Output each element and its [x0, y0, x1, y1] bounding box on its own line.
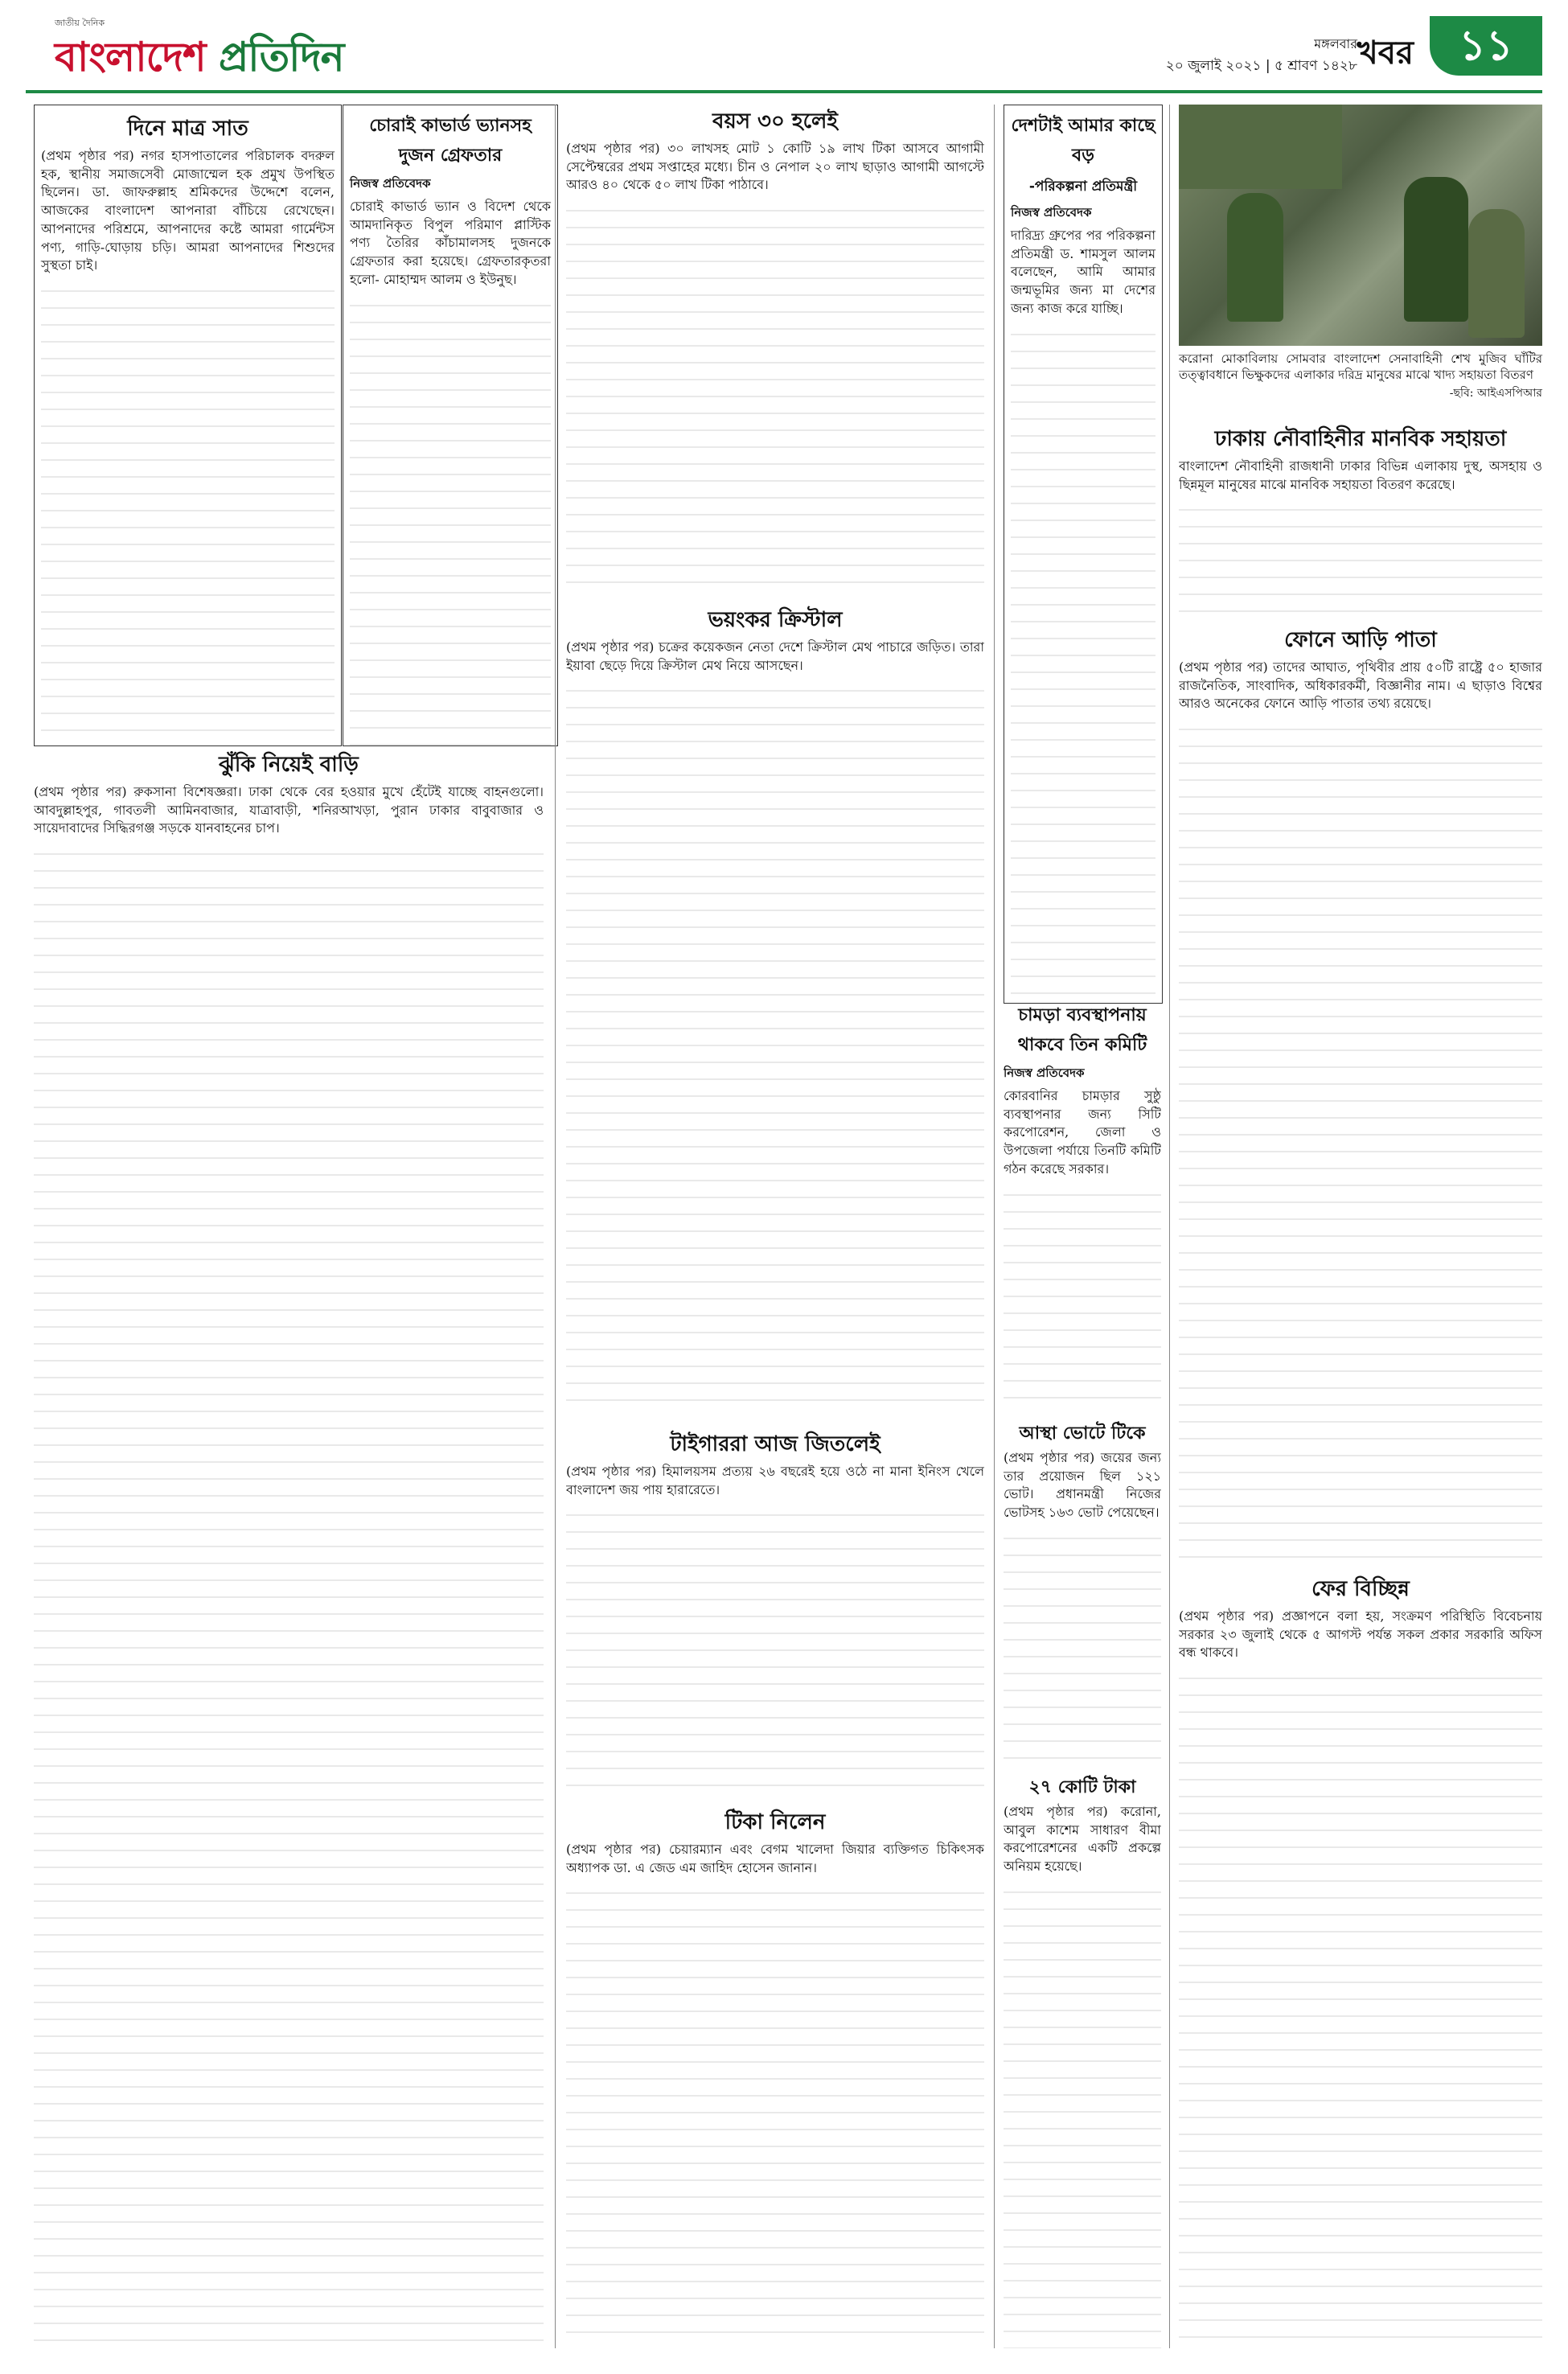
- article-boyos: [566, 105, 984, 595]
- article-headline: টিকা নিলেন: [724, 1810, 826, 1834]
- article-koti: [1004, 1773, 1161, 2348]
- photo-person-shape: [1468, 209, 1525, 338]
- article-nou: [1179, 422, 1542, 615]
- article-text-lines: [1179, 1662, 1542, 2348]
- article-headline: ঢাকায় নৌবাহিনীর মানবিক সহায়তা: [1214, 427, 1507, 451]
- article-body: (প্রথম পৃষ্ঠার পর) জয়ের জন্য তার প্রয়োজন ছিল ১২১ ভোট। প্রধানমন্ত্রী নিজের ভোটসহ ১৬৩ ভোট পেয়েছেন।: [1004, 1450, 1161, 1521]
- masthead-tagline: জাতীয় দৈনিক: [55, 18, 105, 28]
- dateline: [1166, 34, 1357, 78]
- masthead: [26, 10, 1542, 88]
- article-deshtai: [1004, 105, 1163, 1004]
- article-body: বাংলাদেশ নৌবাহিনী রাজধানী ঢাকার বিভিন্ন এলাকায় দুস্থ, অসহায় ও ছিন্নমূল মানুষের মাঝে মানবিক সহায়তা বিতরণ করেছে।: [1179, 458, 1542, 492]
- logo-part1: বাংলাদেশ: [55, 34, 219, 80]
- article-tika: [566, 1805, 984, 2348]
- article-headline: ফোনে আড়ি পাতা: [1284, 628, 1437, 652]
- article-text-lines: [566, 1499, 984, 1797]
- photo-person-shape: [1227, 193, 1283, 322]
- article-text-lines: [350, 290, 551, 746]
- article-tigers: [566, 1427, 984, 1797]
- article-phone: [1179, 623, 1542, 1564]
- article-text-lines: [1179, 494, 1542, 615]
- article-headline: ভয়ংকর ক্রিস্টাল: [708, 608, 843, 632]
- article-text-lines: [1004, 1876, 1161, 2348]
- article-headline: আস্থা ভোটে টিকে: [1019, 1423, 1146, 1444]
- logo-part2: প্রতিদিন: [218, 34, 344, 80]
- article-chorai: [343, 105, 558, 746]
- article-text-lines: [566, 675, 984, 1415]
- article-text-lines: [1179, 713, 1542, 1564]
- article-body: কোরবানির চামড়ার সুষ্ঠু ব্যবস্থাপনার জন্য সিটি করপোরেশন, জেলা ও উপজেলা পর্যায়ে তিনটি কমিটি গঠন করেছে সরকার।: [1004, 1088, 1161, 1177]
- article-byline: নিজস্ব প্রতিবেদক: [350, 176, 431, 191]
- article-body: (প্রথম পৃষ্ঠার পর) চেয়ারম্যান এবং বেগম খালেদা জিয়ার ব্যক্তিগত চিকিৎসক অধ্যাপক ডা. এ জেড এম জাহিদ হোসেন জানান।: [566, 1842, 984, 1875]
- article-body: (প্রথম পৃষ্ঠার পর) করোনা, আবুল কাশেম সাধারণ বীমা করপোরেশনের একটি প্রকল্পে অনিয়ম হয়েছে।: [1004, 1804, 1161, 1875]
- article-text-lines: [34, 838, 544, 2348]
- article-body: (প্রথম পৃষ্ঠার পর) রুকসানা বিশেষজ্ঞরা। ঢাকা থেকে বের হওয়ার মুখে হেঁটেই যাচ্ছে বাহনগুলো। আবদুল্লাহপুর, গাবতলী আমিনবাজার, যাত্রাবাড়ী, শনিরআখড়া, পুরান ঢাকার বাবুবাজার ও সায়েদাবাদের সিদ্ধিরগঞ্জ সড়কে যানবাহনের চাপ।: [34, 784, 544, 836]
- article-headline: টাইগাররা আজ জিতলেই: [670, 1432, 880, 1456]
- article-body: (প্রথম পৃষ্ঠার পর) ৩০ লাখসহ মোট ১ কোটি ১৯ লাখ টিকা আসবে আগামী সেপ্টেম্বরের প্রথম সপ্তাহের মধ্যে। চীন ও নেপাল ২০ লাখ ছাড়াও আগামী আগস্টে আরও ৪০ থেকে ৫০ লাখ টিকা পাঠাবে।: [566, 141, 984, 193]
- section-name: খবর: [1357, 35, 1414, 72]
- article-crystal: [566, 603, 984, 1415]
- article-astha: [1004, 1419, 1161, 1765]
- article-byline: নিজস্ব প্রতিবেদক: [1011, 205, 1092, 220]
- article-subhead: -পরিকল্পনা প্রতিমন্ত্রী: [1028, 179, 1138, 195]
- photo-caption: করোনা মোকাবিলায় সোমবার বাংলাদেশ সেনাবাহিনী শেখ মুজিব ঘাঁটির তত্ত্বাবধানে ভিক্ষুকদের এলাকার দরিদ্র মানুষের মাঝে খাদ্য সহায়তা বিতরণ: [1179, 351, 1542, 383]
- photo-credit: -ছবি: আইএসপিআর: [1449, 386, 1542, 400]
- article-headline: চোরাই কাভার্ড ভ্যানসহ দুজন গ্রেফতার: [369, 116, 532, 166]
- article-headline: দিনে মাত্র সাত: [127, 117, 248, 141]
- column-rule: [1169, 105, 1170, 2348]
- article-fer: [1179, 1572, 1542, 2348]
- article-headline: বয়স ৩০ হলেই: [712, 109, 838, 133]
- article-text-lines: [41, 275, 335, 746]
- article-headline: ঝুঁকি নিয়েই বাড়ি: [219, 753, 359, 777]
- article-body: (প্রথম পৃষ্ঠার পর) হিমালয়সম প্রত্যয় ২৬ বছরেই হয়ে ওঠে না মানা ইনিংস খেলে বাংলাদেশ জয় পায় হারারেতে।: [566, 1464, 984, 1497]
- article-sat-din: [34, 105, 342, 746]
- column-rule: [994, 105, 995, 2348]
- photo-caption-block: [1179, 351, 1542, 403]
- article-body: দারিদ্র্য গ্রুপের পর পরিকল্পনা প্রতিমন্ত্রী ড. শামসুল আলম বলেছেন, আমি আমার জন্মভূমির জন্য মা দেশের জন্য কাজ করে যাচ্ছি।: [1011, 228, 1155, 316]
- article-text-lines: [1004, 1522, 1161, 1765]
- news-photo: [1179, 105, 1542, 346]
- article-body: (প্রথম পৃষ্ঠার পর) নগর হাসপাতালের পরিচালক বদরুল হক, স্থানীয় সমাজসেবী মোজাম্মেল হক প্রমুখ উপস্থিত ছিলেন। ডা. জাফরুল্লাহ শ্রমিকদের উদ্দেশে বলেন, আজকের বাংলাদেশ আপনারা বাঁচিয়ে রেখেছেন। আপনাদের পরিশ্রমে, আপনাদের কষ্টে আমরা গার্মেন্টস পণ্য, গাড়ি-ঘোড়ায় চড়ি। আমরা আপনাদের শিশুদের সুস্থতা চাই।: [41, 148, 335, 273]
- article-text-lines: [566, 195, 984, 595]
- article-body: চোরাই কাভার্ড ভ্যান ও বিদেশ থেকে আমদানিকৃত বিপুল পরিমাণ প্লাস্টিক পণ্য তৈরির কাঁচামালসহ দুজনকে গ্রেফতার করা হয়েছে। গ্রেফতারকৃতরা হলো- মোহাম্মদ আলম ও ইউনুছ।: [350, 199, 551, 287]
- column-rule: [555, 105, 556, 2348]
- newspaper-logo: [55, 27, 344, 94]
- article-text-lines: [1011, 318, 1155, 1004]
- issue-date: ২০ জুলাই ২০২১ | ৫ শ্রাবণ ১৪২৮: [1165, 58, 1357, 74]
- article-body: (প্রথম পৃষ্ঠার পর) প্রজ্ঞাপনে বলা হয়, সংক্রমণ পরিস্থিতি বিবেচনায় সরকার ২৩ জুলাই থেকে ৫ আগস্ট পর্যন্ত সকল প্রকার সরকারি অফিস বন্ধ থাকবে।: [1179, 1608, 1542, 1661]
- weekday: মঙ্গলবার: [1314, 36, 1357, 51]
- article-body: (প্রথম পৃষ্ঠার পর) তাদের আঘাত, পৃথিবীর প্রায় ৫০টি রাষ্ট্রে ৫০ হাজার রাজনৈতিক, সাংবাদিক, অধিকারকর্মী, বিজ্ঞানীর নাম। এ ছাড়াও বিশ্বের আরও অনেকের ফোনে আড়ি পাতার তথ্য রয়েছে।: [1179, 659, 1542, 712]
- article-chamra: [1004, 1001, 1161, 1411]
- article-text-lines: [566, 1877, 984, 2348]
- article-headline: চামড়া ব্যবস্থাপনায় থাকবে তিন কমিটি: [1017, 1005, 1147, 1055]
- photo-person-shape: [1404, 177, 1468, 322]
- article-jhuki: [34, 748, 544, 2348]
- article-headline: দেশটাই আমার কাছে বড়: [1011, 116, 1155, 166]
- article-headline: ২৭ কোটি টাকা: [1028, 1777, 1136, 1797]
- photo-tent-shape: [1179, 105, 1342, 189]
- page-number: ১১: [1430, 16, 1542, 76]
- article-byline: নিজস্ব প্রতিবেদক: [1004, 1066, 1085, 1080]
- article-headline: ফের বিচ্ছিন্ন: [1311, 1577, 1410, 1601]
- article-body: (প্রথম পৃষ্ঠার পর) চক্রের কয়েকজন নেতা দেশে ক্রিস্টাল মেথ পাচারে জড়িত। তারা ইয়াবা ছেড়ে দিয়ে ক্রিস্টাল মেথ নিয়ে আসছেন।: [566, 639, 984, 673]
- article-text-lines: [1004, 1179, 1161, 1411]
- masthead-rule: [26, 90, 1542, 93]
